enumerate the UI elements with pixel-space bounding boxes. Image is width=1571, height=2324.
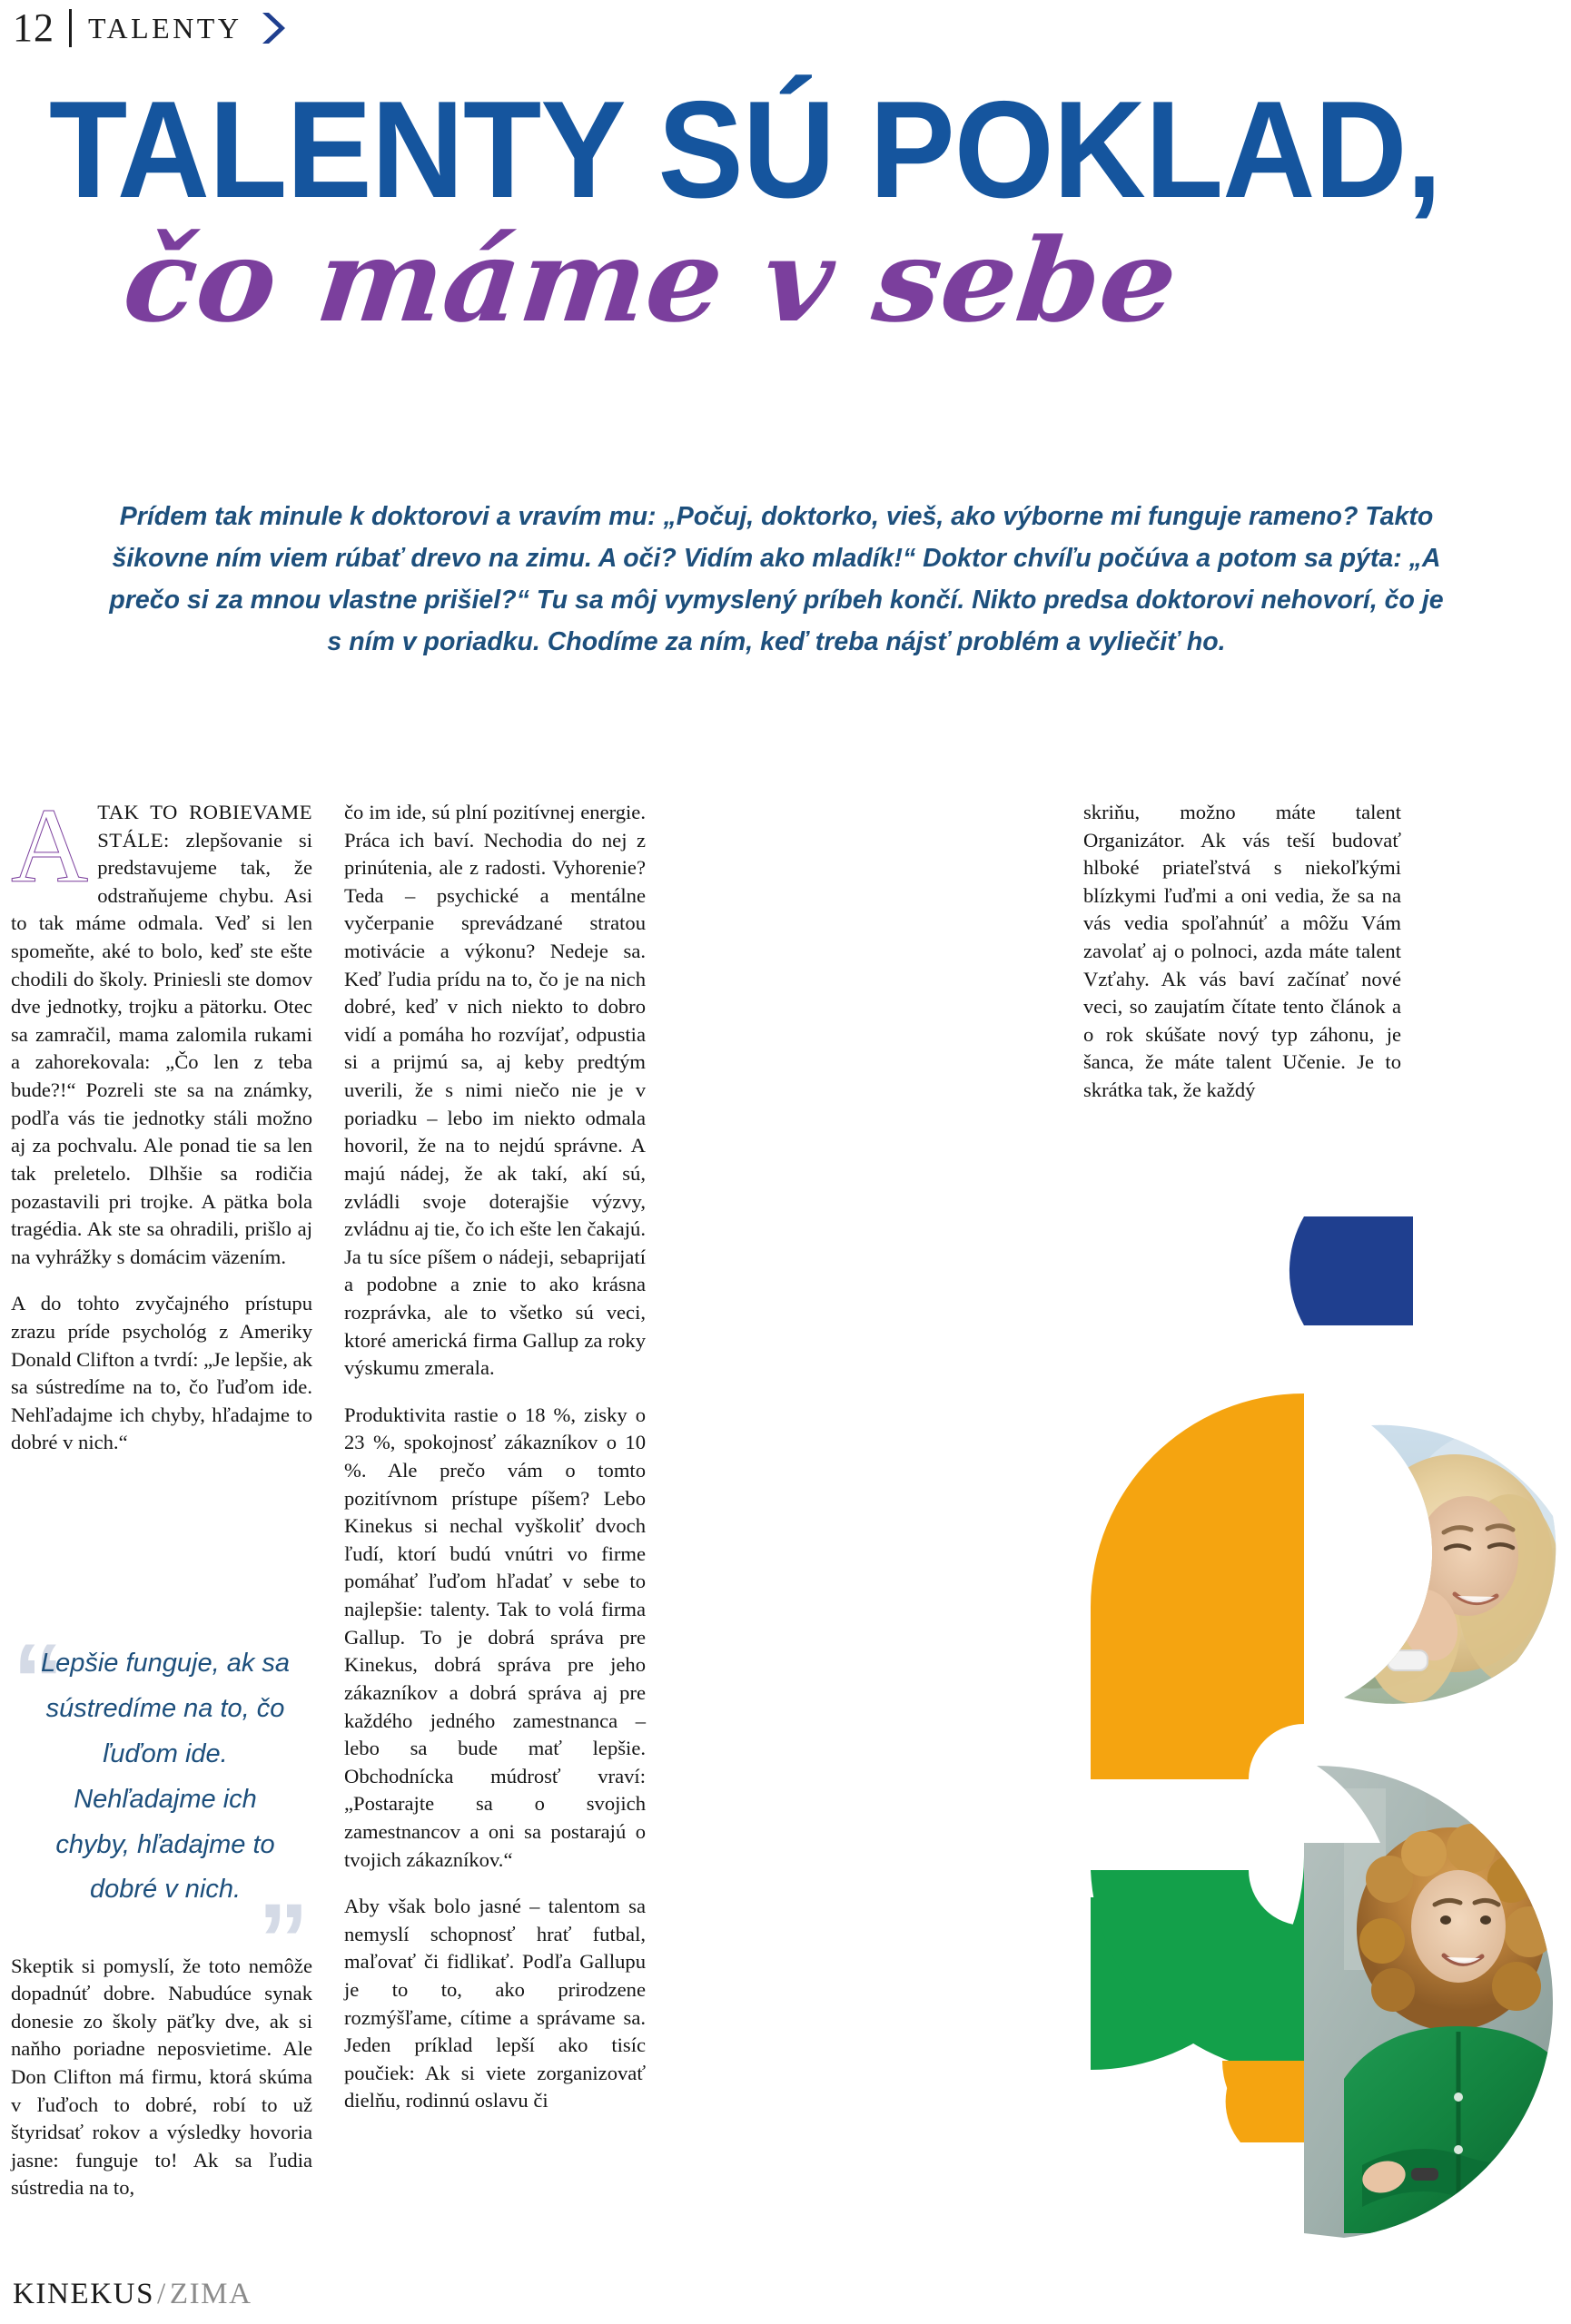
footer-issue: ZIMA <box>169 2278 252 2310</box>
s-shape-green-arc <box>1091 1856 1304 2074</box>
body-column-1-continued <box>11 1932 312 2223</box>
footer-separator: / <box>157 2278 167 2310</box>
kinekus-s-shape-graphic <box>1044 1153 1571 2270</box>
s-shape-orange-arc <box>1091 1393 1304 1779</box>
paragraph-text: zlepšovanie si predstavujeme tak, že odstraňujeme chybu. Asi to tak máme odmala. Veď si len spomeňte, aké to bolo, keď ste ešte chodili do školy. Priniesli ste domov dve jednotky, trojku a pätorku. Otec sa zamračil, mama zalomila rukami a zahorekovala: „Čo len z teba bude?!“ Pozreli ste sa na známky, podľa vás tie jednotky stáli možno aj za pochvalu. Ale ponad tie sa len tak preletelo. Dlhšie sa rodičia pozastavili pri trojke. A pätka bola tragédia. Ak ste sa ohradili, prišlo aj na vyhrážky s domácim väzením. <box>11 828 312 1268</box>
photo-smiling-blonde-woman <box>1289 1407 1571 1716</box>
pull-quote <box>11 1581 320 1997</box>
body-column-1 <box>11 786 312 1457</box>
paragraph: skriňu, možno máte talent Organizátor. Ak vás teší budovať hlboké priateľstvá s niekoľkými blízkymi ľuďmi a oni vedia, že sa na vás vedia spoľahnúť a môžu Vám zavolať aj o polnoci, azda máte talent Vzťahy. Ak vás baví začínať nové veci, so zaujatím čítate tento článok a o rok skúšate nový typ záhonu, je šanca, že máte talent Učenie. Je to skrátka tak, že každý <box>1083 801 1401 1102</box>
page-footer <box>13 2278 252 2311</box>
quote-mark-open-icon: ” <box>13 1581 64 1695</box>
chevron-right-icon <box>258 10 289 46</box>
paragraph: Produktivita rastie o 18 %, zisky o 23 %, spokojnosť zákazníkov o 10 %. Ale prečo vám o tomto pozitívnom prístupe píšem? Lebo Kinekus si nechal vyškoliť dvoch ľudí, ktorí budú vnútri vo firme pomáhať ľuďom hľadať v sebe to najlepšie: talenty. Tak to volá firma Gallup. To je dobrá správa pre Kinekus, dobrá správa pre jeho zákazníkov a dobrá správa aj pre každého jedného zamestnanca – lebo sa bude mať lepšie. Obchodnícka múdrosť vraví: „Postarajte sa o svojich zamestnancov a oni sa postarajú o tvojich zákazníkov.“ <box>344 1403 646 1871</box>
s-shape-orange-small-arc <box>1222 2061 1304 2142</box>
headline-script: čo máme v sebe <box>117 212 1183 348</box>
page-header <box>0 0 1571 56</box>
s-shape-blue-arc <box>1289 1216 1413 1325</box>
header-divider <box>69 9 72 47</box>
paragraph: čo im ide, sú plní pozitívnej energie. Práca ich baví. Nechodia do nej z prinútenia, ale z radosti. Vyhorenie? Teda – psychické a mentálne vyčerpanie sprevádzané stratou motivácie a výkonu? Nedeje sa. Keď ľudia prídu na to, čo je na nich dobré, keď v nich niekto to dobro vidí a pomáha ho rozvíjať, odpustia si a prijmú sa, aj keby predtým uverili, že s nimi niečo nie je v poriadku – lebo im niekto odmala hovoril, že na to nejdú správne. A majú nádej, že ak takí, akí sú, zvládli svoje doterajšie výzvy, zvládnu aj tie, čo ich ešte len čakajú. Ja tu síce píšem o nádeji, sebaprijatí a podobne a znie to ako krásna rozprávka, ale to všetko sú veci, ktoré americká firma Gallup za roky výskumu zmerala. <box>344 801 646 1380</box>
paragraph: Skeptik si pomyslí, že toto nemôže dopadnúť dobre. Nabudúce synak donesie zo školy päťky dve, ak si naňho poriadne neposvietime. Ale Don Clifton má firmu, ktorá skúma v ľuďoch to dobré, robí to už štyridsať rokov a výsledky hovoria jasne: funguje to! Ak sa ľudia sústredia na to, <box>11 1954 312 2200</box>
quote-mark-close-icon: ” <box>258 1883 309 1997</box>
headline-primary: TALENTY SÚ POKLAD, <box>48 73 1441 227</box>
pull-quote-text: Lepšie funguje, ak sa sústredíme na to, čo ľuďom ide. Nehľadajme ich chyby, hľadajme to dobré v nich. <box>40 1649 291 1905</box>
lead-in-smallcaps: TAK TO ROBIEVAME STÁLE: <box>97 801 312 852</box>
paragraph: Aby však bolo jasné – talentom sa nemyslí schopnosť hrať futbal, maľovať či fidlikať. Podľa Gallupu je to to, ako prirodzene rozmýšľame, cítime a správame sa. Jeden príklad lepší ako tisíc poučiek: Ak si viete zorganizovať dielňu, rodinnú oslavu či <box>344 1895 646 2112</box>
paragraph <box>11 786 312 1271</box>
drop-cap: A <box>11 786 89 905</box>
footer-brand: KINEKUS <box>13 2278 155 2310</box>
article-title-block <box>0 73 1571 348</box>
photo-smiling-curly-haired-woman <box>1289 1752 1571 2260</box>
section-label: TALENTY <box>88 11 242 44</box>
page-number: 12 <box>13 5 54 50</box>
body-column-3 <box>1083 799 1401 1105</box>
article-lede: Prídem tak minule k doktorovi a vravím mu: „Počuj, doktorko, vieš, ako výborne mi funguje rameno? Takto šikovne ním viem rúbať drevo na zimu. A oči? Vidím ako mladík!“ Doktor chvíľu počúva a potom sa pýta: „A prečo si za mnou vlastne prišiel?“ Tu sa môj vymyslený príbeh končí. Nikto predsa doktorovi nehovorí, čo je s ním v poriadku. Chodíme za ním, keď treba nájsť problém a vyliečiť ho. <box>109 502 1444 657</box>
body-column-2 <box>344 799 646 2115</box>
paragraph: A do tohto zvyčajného prístupu zrazu príde psychológ z Ameriky Donald Clifton a tvrdí: „Je lepšie, ak sa sústredíme na to, čo ľuďom ide. Nehľadajme ich chyby, hľadajme to dobré v nich.“ <box>11 1292 312 1454</box>
